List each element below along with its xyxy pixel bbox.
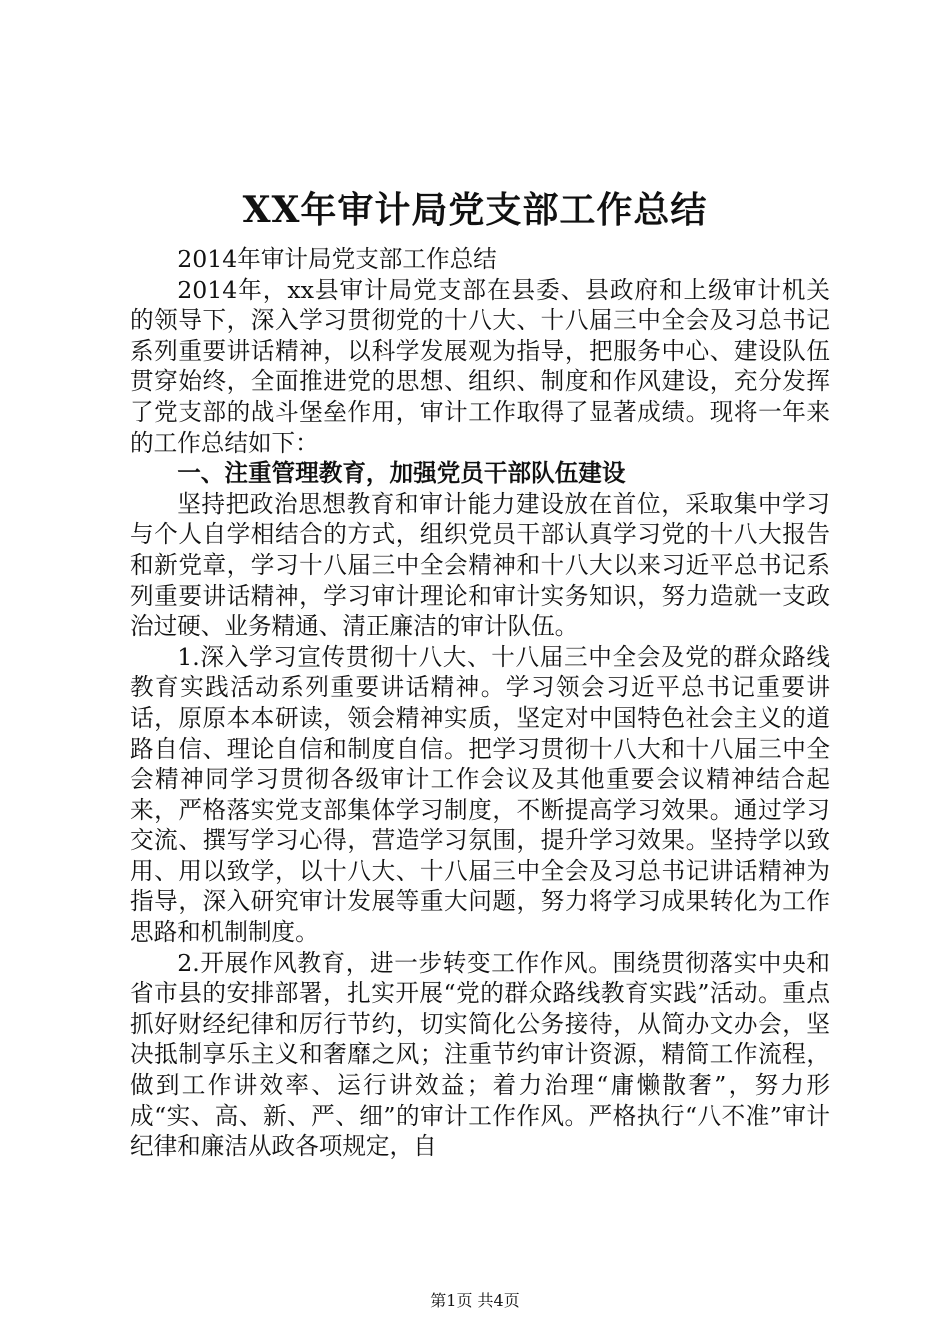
- body-paragraph: 2.开展作风教育，进一步转变工作作风。围绕贯彻落实中央和省市县的安排部署，扎实开展“党的群众路线教育实践”活动。重点抓好财经纪律和厉行节约，切实简化公务接待，从简办文办会，坚决抵制享乐主义和奢靡之风；注重节约审计资源，精简工作流程，做到工作讲效率、运行讲效益；着力治理“庸懒散奢”，努力形成“实、高、新、严、细”的审计工作作风。严格执行“八不准”审计纪律和廉洁从政各项规定，自: [130, 948, 830, 1161]
- body-paragraph: 坚持把政治思想教育和审计能力建设放在首位，采取集中学习与个人自学相结合的方式，组织党员干部认真学习党的十八大报告和新党章，学习十八届三中全会精神和十八大以来习近平总书记系列重要讲话精神，学习审计理论和审计实务知识，努力造就一支政治过硬、业务精通、清正廉洁的审计队伍。: [130, 489, 830, 641]
- body-paragraph: 1.深入学习宣传贯彻十八大、十八届三中全会及党的群众路线教育实践活动系列重要讲话精神。学习领会习近平总书记重要讲话，原原本本研读，领会精神实质，坚定对中国特色社会主义的道路自信、理论自信和制度自信。把学习贯彻十八大和十八届三中全会精神同学习贯彻各级审计工作会议及其他重要会议精神结合起来，严格落实党支部集体学习制度，不断提高学习效果。通过学习交流、撰写学习心得，营造学习氛围，提升学习效果。坚持学以致用、用以致学，以十八大、十八届三中全会及习总书记讲话精神为指导，深入研究审计发展等重大问题，努力将学习成果转化为工作思路和机制制度。: [130, 642, 830, 947]
- document-title: XX年审计局党支部工作总结: [242, 189, 708, 231]
- subtitle-paragraph: 2014年审计局党支部工作总结: [177, 245, 497, 273]
- section-heading: 一、注重管理教育，加强党员干部队伍建设: [177, 459, 626, 488]
- document-body: [130, 244, 830, 1162]
- intro-paragraph: 2014年，xx县审计局党支部在县委、县政府和上级审计机关的领导下，深入学习贯彻党的十八大、十八届三中全会及习总书记系列重要讲话精神，以科学发展观为指导，把服务中心、建设队伍贯穿始终，全面推进党的思想、组织、制度和作风建设，充分发挥了党支部的战斗堡垒作用，审计工作取得了显著成绩。现将一年来的工作总结如下：: [130, 275, 830, 457]
- page-footer: 第1页 共4页: [430, 1291, 520, 1310]
